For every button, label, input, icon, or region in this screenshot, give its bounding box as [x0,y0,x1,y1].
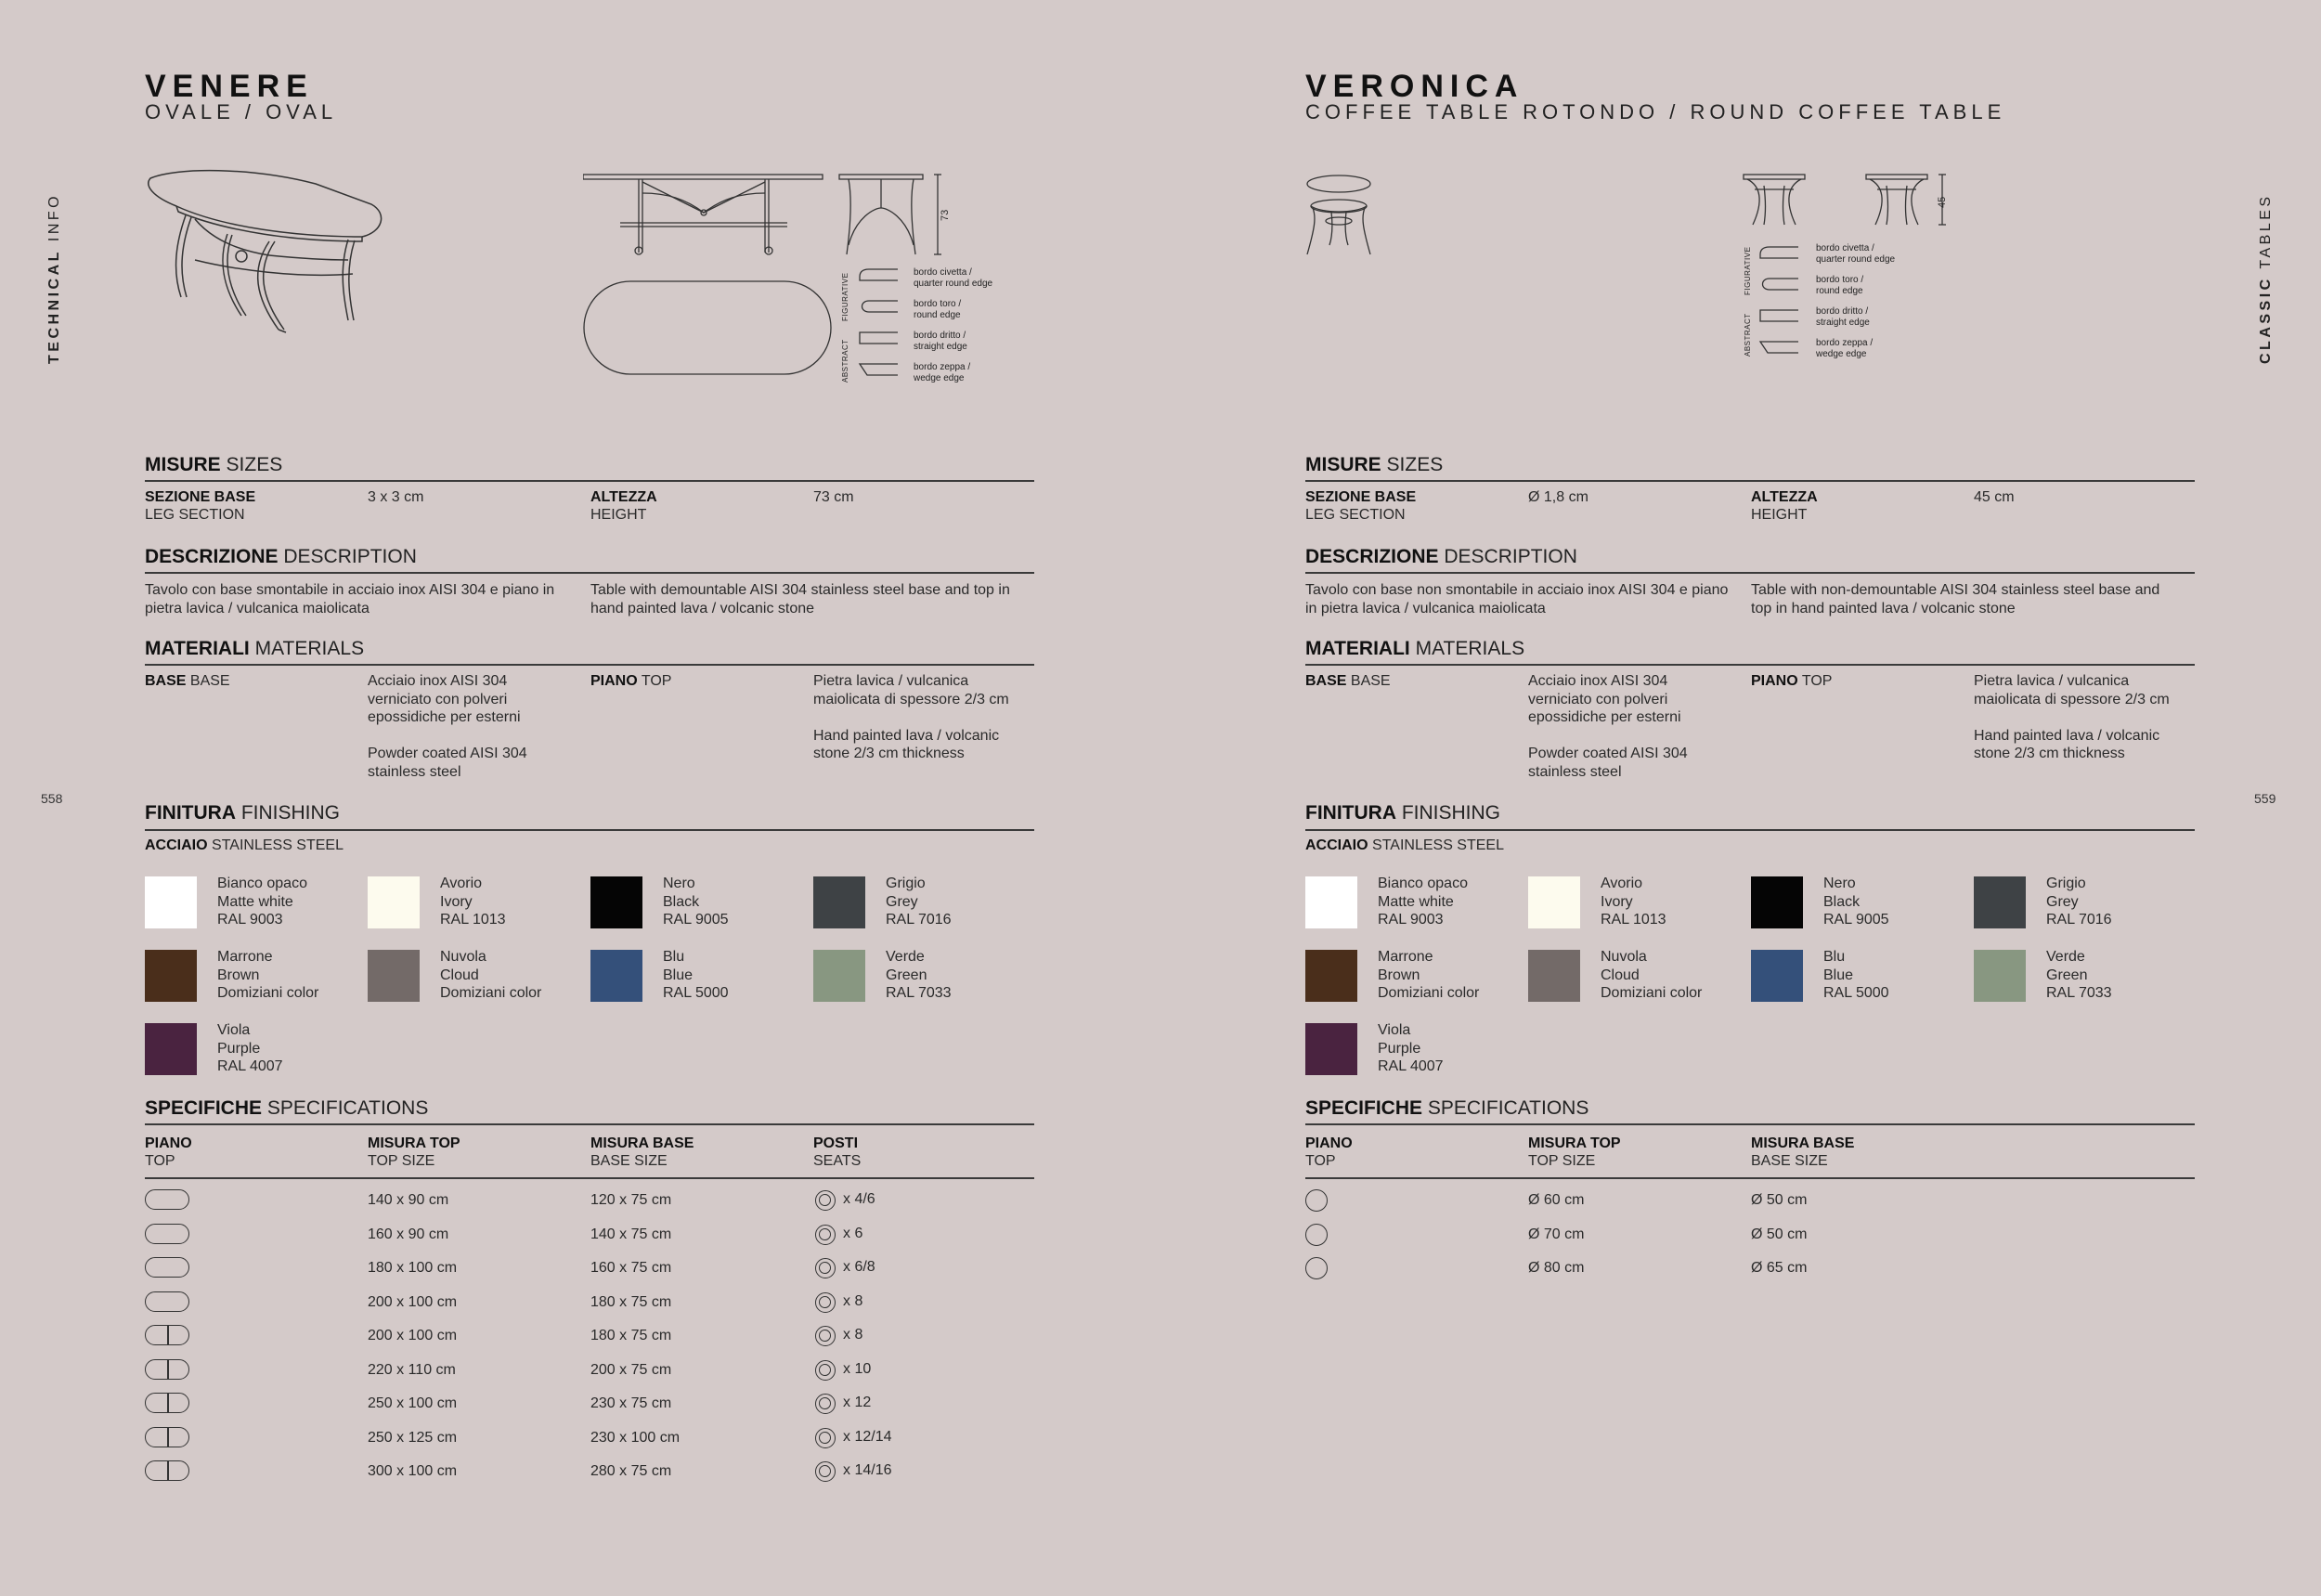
seats-icon [815,1461,836,1482]
seats-icon [815,1360,836,1381]
table-shape-icon [145,1291,189,1312]
color-swatch [1974,876,2026,928]
color-swatch [1751,950,1803,1002]
color-swatch-label: Nero Black RAL 9005 [663,876,729,928]
height-dimension-label: 45 [1937,196,1948,208]
edge-straight: bordo dritto / straight edge [1816,306,1870,328]
description-it: Tavolo con base non smontabile in acciaio inox AISI 304 e piano in pietra lavica / vulcanica maiolicata [1305,582,1729,616]
venere-table-plan-view [583,280,834,379]
spec-cell-base: 230 x 75 cm [590,1395,672,1411]
section-finishing-heading: FINITURA FINISHING [145,802,341,824]
spec-cell-base: 160 x 75 cm [590,1260,672,1276]
leg-section-label: SEZIONE BASE [1305,489,1417,505]
product-subtitle: OVALE / OVAL [145,100,338,123]
material-top-text: Pietra lavica / vulcanica maiolicata di spessore 2/3 cm Hand painted lava / volcanic stone 2/3 cm thickness [813,673,1009,761]
height-dimension-label: 73 [940,209,951,221]
spec-col-seats: POSTI [813,1135,859,1151]
color-swatch [368,876,420,928]
finishing-subheading: ACCIAIO STAINLESS STEEL [145,837,344,853]
spec-col-top: PIANO [1305,1135,1353,1151]
spec-cell-seats: x 12/14 [843,1428,892,1445]
section-materials-heading: MATERIALI MATERIALS [145,638,365,659]
seats-icon [815,1394,836,1414]
description-it: Tavolo con base smontabile in acciaio inox AISI 304 e piano in pietra lavica / vulcanica maiolicata [145,582,555,616]
color-swatch-label: Viola Purple RAL 4007 [217,1022,283,1074]
material-base-text: Acciaio inox AISI 304 verniciato con polveri epossidiche per esterni Powder coated AISI 304 stainless steel [368,673,527,780]
spec-cell-base: Ø 50 cm [1751,1192,1808,1208]
divider [145,829,1034,831]
table-shape-icon [145,1189,189,1210]
spec-cell-top: 300 x 100 cm [368,1463,458,1479]
section-finishing-heading: FINITURA FINISHING [1305,802,1501,824]
spec-col-base-size: MISURA BASE [1751,1135,1855,1151]
color-swatch [590,876,642,928]
spec-col-top-size: MISURA TOP [368,1135,460,1151]
color-swatch [368,950,420,1002]
seats-icon [815,1292,836,1313]
color-swatch [590,950,642,1002]
spec-cell-seats: x 10 [843,1360,872,1377]
color-swatch-label: Bianco opaco Matte white RAL 9003 [217,876,307,928]
color-swatch-label: Blu Blue RAL 5000 [663,949,729,1001]
color-swatch [1305,876,1357,928]
spec-col-top-size: MISURA TOP [1528,1135,1621,1151]
edge-round: bordo toro / round edge [914,299,962,320]
side-label-light: TABLES [2258,193,2274,269]
spec-cell-base: Ø 50 cm [1751,1226,1808,1242]
table-shape-icon [145,1393,189,1413]
color-swatch-label: Viola Purple RAL 4007 [1378,1022,1444,1074]
color-swatch [813,876,865,928]
spec-cell-seats: x 8 [843,1327,863,1343]
color-swatch [1305,950,1357,1002]
table-shape-icon [145,1460,189,1481]
height-label: ALTEZZA [1751,489,1818,505]
divider [145,1123,1034,1125]
spec-cell-seats: x 12 [843,1395,872,1410]
color-swatch-label: Verde Green RAL 7033 [886,949,952,1001]
color-swatch-label: Avorio Ivory RAL 1013 [1601,876,1666,928]
spec-cell-base: 200 x 75 cm [590,1361,672,1378]
edge-profile-icons [1757,243,1803,364]
divider [1305,1177,2195,1179]
spec-cell-top: 200 x 100 cm [368,1293,458,1310]
side-label-bold: TECHNICAL [46,249,62,364]
section-sizes-heading: MISURE SIZES [145,454,283,475]
side-label-technical-info [46,193,63,364]
height-label-en: HEIGHT [590,507,647,523]
leg-section-value: Ø 1,8 cm [1528,489,1588,505]
color-swatch-label: Blu Blue RAL 5000 [1823,949,1889,1001]
table-shape-icon [145,1325,189,1345]
spec-cell-seats: x 6 [843,1225,863,1241]
table-shape-icon [145,1359,189,1380]
spec-col-top-en: TOP [1305,1153,1336,1169]
color-swatch [1528,950,1580,1002]
edge-straight: bordo dritto / straight edge [914,331,967,352]
color-swatch-label: Nero Black RAL 9005 [1823,876,1889,928]
spec-cell-top: Ø 70 cm [1528,1226,1585,1242]
spec-cell-top: 160 x 90 cm [368,1226,449,1242]
seats-icon [815,1190,836,1211]
table-shape-icon [145,1427,189,1447]
height-label: ALTEZZA [590,489,657,505]
leg-section-label-en: LEG SECTION [1305,507,1406,523]
section-specifications-heading: SPECIFICHE SPECIFICATIONS [145,1097,429,1119]
edge-profile-icons [856,266,902,386]
material-base-text: Acciaio inox AISI 304 verniciato con polveri epossidiche per esterni Powder coated AISI 304 stainless steel [1528,673,1688,780]
spec-cell-seats: x 6/8 [843,1259,875,1275]
spec-cell-top: 250 x 100 cm [368,1395,458,1411]
edge-group-abstract: ABSTRACT [1744,313,1752,357]
spec-cell-top: Ø 60 cm [1528,1192,1585,1208]
color-swatch [1305,1023,1357,1075]
leg-section-label: SEZIONE BASE [145,489,256,505]
spec-col-seats-en: SEATS [813,1153,862,1169]
venere-table-side-elevation [583,171,824,259]
color-swatch [1974,950,2026,1002]
edge-wedge: bordo zeppa / wedge edge [1816,338,1874,359]
color-swatch [145,1023,197,1075]
section-sizes-heading: MISURE SIZES [1305,454,1444,475]
material-top-text: Pietra lavica / vulcanica maiolicata di spessore 2/3 cm Hand painted lava / volcanic stone 2/3 cm thickness [1974,673,2170,761]
spec-cell-base: 140 x 75 cm [590,1226,672,1242]
seats-icon [815,1258,836,1278]
color-swatch [1528,876,1580,928]
height-value: 45 cm [1974,489,2015,505]
spec-cell-top: 180 x 100 cm [368,1260,458,1276]
venere-table-front-elevation [837,171,949,259]
side-label-classic-tables [2258,193,2275,364]
veronica-coffee-table-elevation-1 [1742,173,1809,228]
side-label-light: INFO [46,192,62,242]
color-swatch-label: Nuvola Cloud Domiziani color [440,949,542,1001]
description-en: Table with demountable AISI 304 stainless steel base and top in hand painted lava / volcanic stone [590,582,1010,616]
divider [145,1177,1034,1179]
section-description-heading: DESCRIZIONE DESCRIPTION [1305,546,1577,567]
height-value: 73 cm [813,489,854,505]
color-swatch [813,950,865,1002]
divider [145,664,1034,666]
edge-quarter-round: bordo civetta / quarter round edge [914,267,993,289]
spec-cell-base: 120 x 75 cm [590,1192,672,1208]
color-swatch-label: Nuvola Cloud Domiziani color [1601,949,1703,1001]
section-materials-heading: MATERIALI MATERIALS [1305,638,1525,659]
spec-cell-base: 180 x 75 cm [590,1328,672,1343]
spec-col-base-size: MISURA BASE [590,1135,694,1151]
veronica-coffee-table-perspective-drawing [1303,173,1378,258]
material-top-label: PIANO TOP [1751,673,1833,689]
divider [145,572,1034,574]
spec-cell-seats: x 8 [843,1292,863,1309]
divider [145,480,1034,482]
product-subtitle: COFFEE TABLE ROTONDO / ROUND COFFEE TABLE [1305,100,2006,123]
edge-group-figurative: FIGURATIVE [1744,246,1752,295]
table-shape-icon [145,1257,189,1278]
color-swatch [145,950,197,1002]
spec-cell-top: 220 x 110 cm [368,1361,456,1378]
divider [1305,572,2195,574]
spec-cell-base: 280 x 75 cm [590,1463,672,1479]
side-label-bold: CLASSIC [2258,276,2274,364]
venere-table-perspective-drawing [139,167,390,344]
spec-col-base-size-en: BASE SIZE [1751,1153,1828,1169]
color-swatch [1751,876,1803,928]
spec-cell-top: Ø 80 cm [1528,1260,1585,1276]
seats-icon [815,1225,836,1245]
spec-cell-top: 250 x 125 cm [368,1429,458,1446]
page-number-left: 558 [41,791,63,806]
color-swatch-label: Verde Green RAL 7033 [2046,949,2112,1001]
product-title: VERONICA [1305,69,1524,104]
material-base-label: BASE BASE [145,673,230,689]
finishing-subheading: ACCIAIO STAINLESS STEEL [1305,837,1504,853]
spec-cell-base: 180 x 75 cm [590,1293,672,1310]
seats-icon [815,1428,836,1448]
color-swatch-label: Marrone Brown Domiziani color [217,949,319,1001]
material-top-label: PIANO TOP [590,673,672,689]
divider [1305,829,2195,831]
color-swatch-label: Avorio Ivory RAL 1013 [440,876,506,928]
color-swatch-label: Grigio Grey RAL 7016 [2046,876,2112,928]
seats-icon [815,1326,836,1346]
divider [1305,480,2195,482]
section-specifications-heading: SPECIFICHE SPECIFICATIONS [1305,1097,1589,1119]
page-number-right: 559 [2254,791,2276,806]
color-swatch [145,876,197,928]
spec-col-top-size-en: TOP SIZE [368,1153,435,1169]
round-table-shape-icon [1305,1224,1328,1246]
leg-section-value: 3 x 3 cm [368,489,424,505]
divider [1305,664,2195,666]
spec-col-base-size-en: BASE SIZE [590,1153,668,1169]
color-swatch-label: Marrone Brown Domiziani color [1378,949,1480,1001]
spec-cell-top: 140 x 90 cm [368,1192,449,1208]
spec-col-top-size-en: TOP SIZE [1528,1153,1596,1169]
edge-wedge: bordo zeppa / wedge edge [914,362,971,383]
height-label-en: HEIGHT [1751,507,1808,523]
spec-cell-seats: x 14/16 [843,1462,892,1478]
color-swatch-label: Grigio Grey RAL 7016 [886,876,952,928]
description-en: Table with non-demountable AISI 304 stainless steel base and top in hand painted lava / volcanic stone [1751,582,2160,616]
spec-cell-top: 200 x 100 cm [368,1328,458,1343]
leg-section-label-en: LEG SECTION [145,507,245,523]
product-title: VENERE [145,69,314,104]
section-description-heading: DESCRIZIONE DESCRIPTION [145,546,417,567]
edge-round: bordo toro / round edge [1816,275,1864,296]
round-table-shape-icon [1305,1189,1328,1212]
spec-col-top-en: TOP [145,1153,175,1169]
spec-col-top: PIANO [145,1135,192,1151]
round-table-shape-icon [1305,1257,1328,1279]
edge-group-figurative: FIGURATIVE [841,272,849,321]
spec-cell-seats: x 4/6 [843,1191,875,1207]
edge-group-abstract: ABSTRACT [841,339,849,383]
material-base-label: BASE BASE [1305,673,1391,689]
spec-cell-base: 230 x 100 cm [590,1429,681,1446]
spec-cell-base: Ø 65 cm [1751,1260,1808,1276]
edge-quarter-round: bordo civetta / quarter round edge [1816,243,1896,265]
divider [1305,1123,2195,1125]
color-swatch-label: Bianco opaco Matte white RAL 9003 [1378,876,1468,928]
table-shape-icon [145,1224,189,1244]
